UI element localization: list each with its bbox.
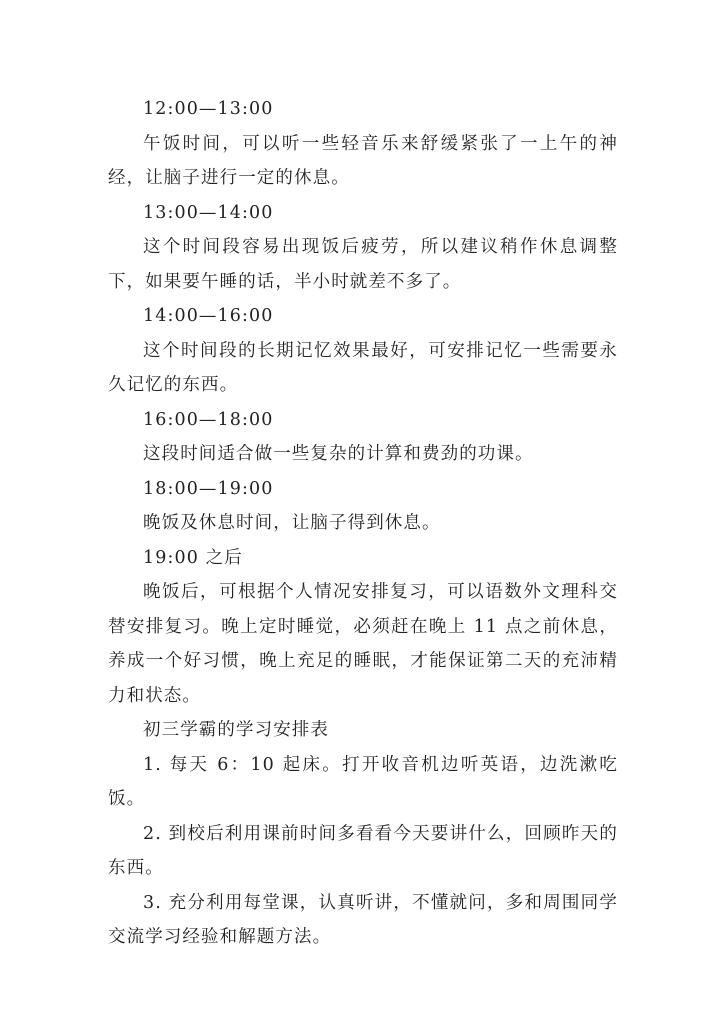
time-heading-16: 16:00—18:00 [143, 409, 274, 430]
time-heading-13: 13:00—14:00 [143, 202, 274, 223]
paragraph-evening-review: 晚饭后，可根据个人情况安排复习，可以语数外文理科交替安排复习。晚上定时睡觉，必须赶在晚上 11 点之前休息，养成一个好习惯，晚上充足的睡眠，才能保证第二天的充沛精力和状态。 [108, 582, 618, 706]
list-item-2: 2. 到校后利用课前时间多看看今天要讲什么，回顾昨天的东西。 [108, 823, 618, 878]
time-heading-noon: 12:00—13:00 [143, 99, 274, 119]
paragraph-long-term-memory: 这个时间段的长期记忆效果最好，可安排记忆一些需要永久记忆的东西。 [108, 340, 618, 395]
time-heading-14: 14:00—16:00 [143, 306, 274, 326]
list-item-3: 3. 充分利用每堂课，认真听讲，不懂就问，多和周围同学交流学习经验和解题方法。 [108, 892, 618, 947]
time-heading-19: 19:00 之后 [143, 547, 243, 568]
document-body [108, 92, 618, 955]
paragraph-dinner: 晚饭及休息时间，让脑子得到休息。 [143, 513, 441, 533]
paragraph-lunch: 午饭时间，可以听一些轻音乐来舒缓紧张了一上午的神经，让脑子进行一定的休息。 [108, 133, 618, 188]
paragraph-after-lunch: 这个时间段容易出现饭后疲劳，所以建议稍作休息调整下，如果要午睡的话，半小时就差不多了。 [108, 237, 618, 292]
section-title-schedule: 初三学霸的学习安排表 [143, 720, 329, 740]
list-item-1: 1. 每天 6：10 起床。打开收音机边听英语，边洗漱吃饭。 [108, 754, 618, 809]
paragraph-complex-work: 这段时间适合做一些复杂的计算和费劲的功课。 [143, 444, 534, 464]
time-heading-18: 18:00—19:00 [143, 478, 274, 499]
